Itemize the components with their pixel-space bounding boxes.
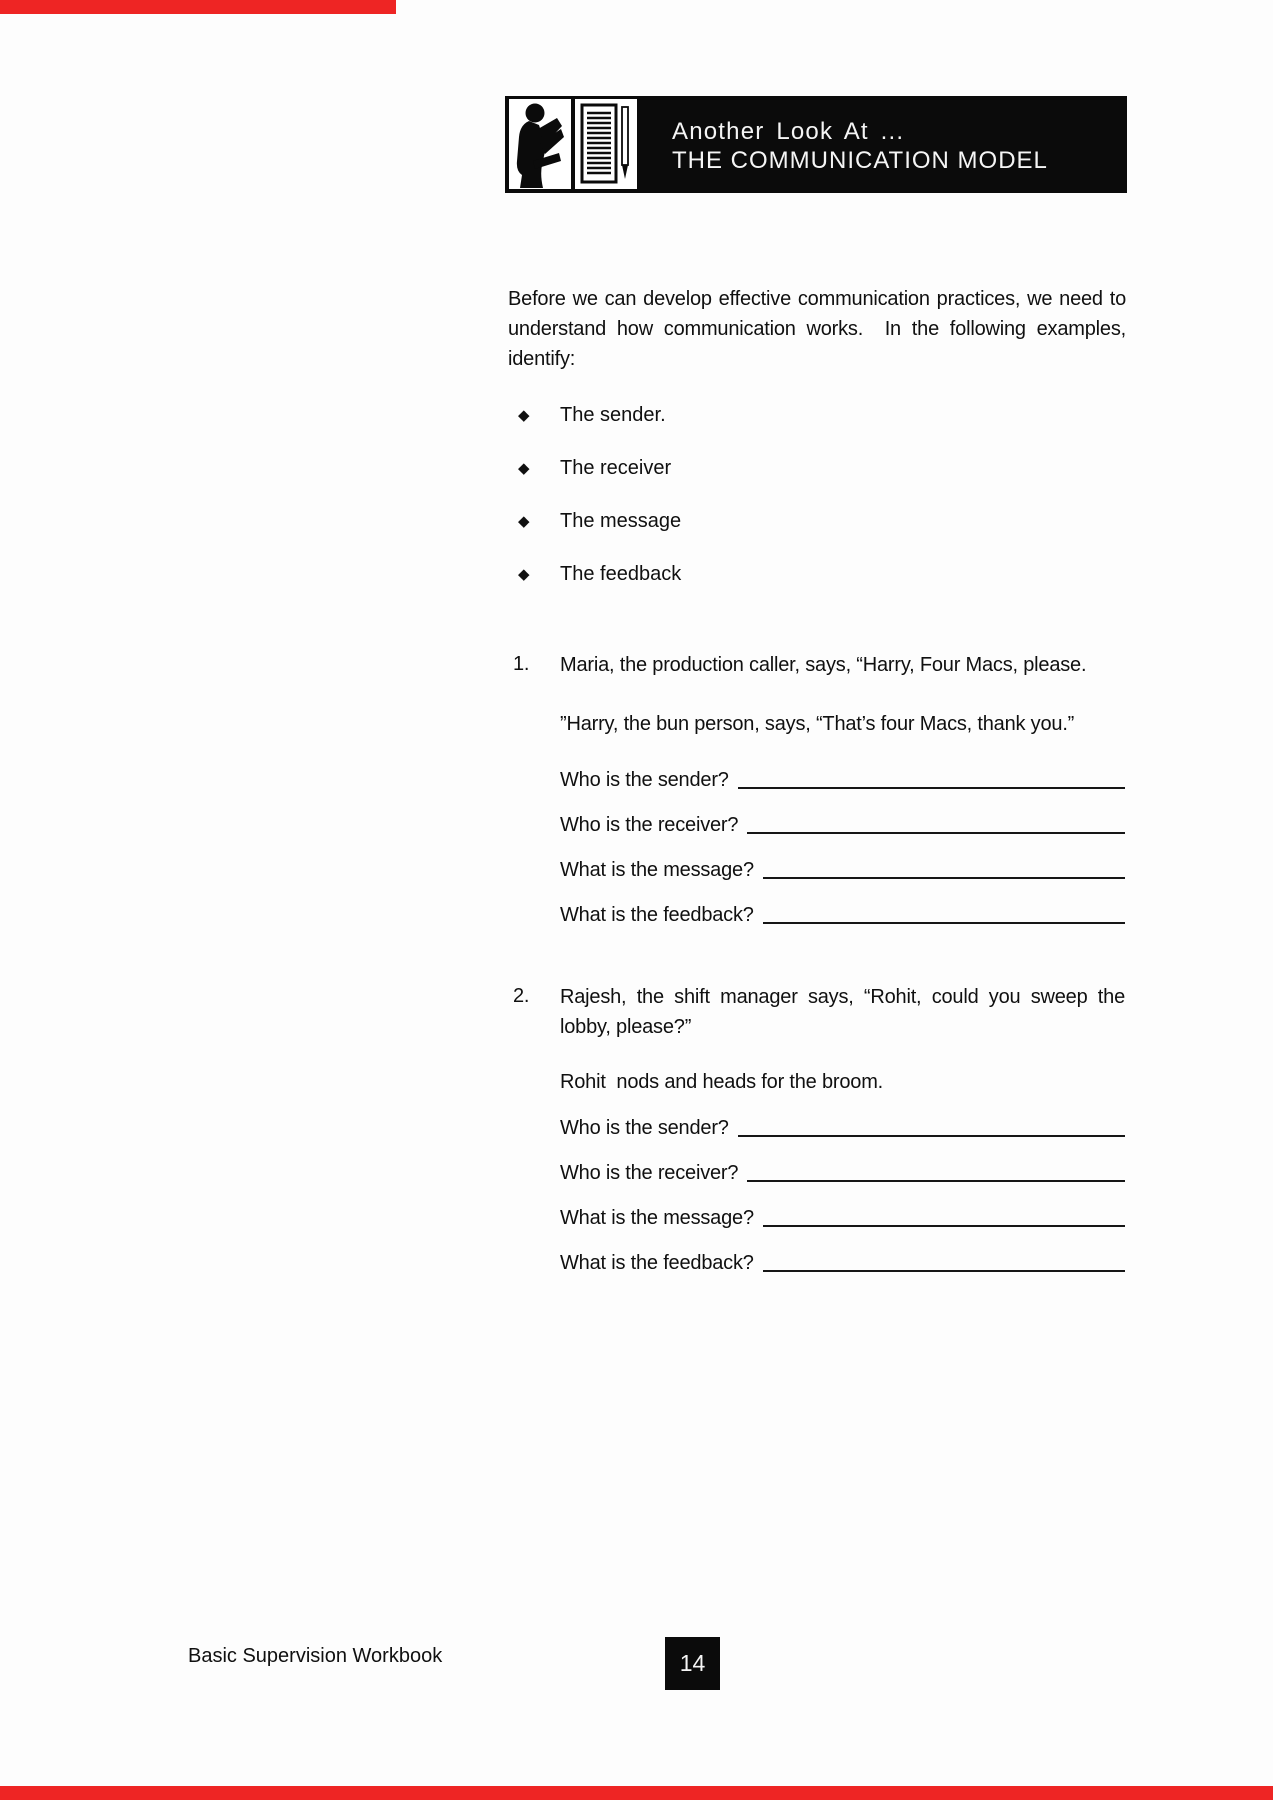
intro-line: Before we can develop effective communication practices, we need to [508,288,1126,310]
question-row [560,898,1125,928]
question-label: What is the message? [560,1207,754,1229]
banner-title-line2: THE COMMUNICATION MODEL [672,147,1048,174]
intro-paragraph [508,284,1126,374]
answer-blank [763,1252,1125,1272]
diamond-bullet-icon: ◆ [518,459,530,477]
scan-edge-strip-bottom [0,1786,1273,1800]
question-label: Who is the receiver? [560,1162,739,1184]
diamond-bullet-icon: ◆ [518,565,530,583]
question-label: What is the feedback? [560,1252,754,1274]
list-item [508,453,1126,483]
answer-blank [763,1207,1125,1227]
footer-book-title: Basic Supervision Workbook [188,1645,443,1667]
bullet-label: The receiver [560,456,672,479]
question-row [560,853,1125,883]
question-label: What is the feedback? [560,904,754,926]
list-item [508,559,1126,589]
answer-blank [747,1162,1125,1182]
question-label: Who is the sender? [560,1117,729,1139]
exercise-prompt-line: Maria, the production caller, says, “Harry, Four Macs, please. [560,654,1087,676]
section-header-banner [505,96,1127,193]
question-row [560,1246,1125,1276]
exercise-prompt-line: Rajesh, the shift manager says, “Rohit, could you sweep the [560,986,1125,1008]
list-item [508,506,1126,536]
intro-line: identify: [508,348,576,370]
question-row [560,1156,1125,1186]
scan-edge-strip-top [0,0,396,14]
answer-blank [763,904,1125,924]
banner-title-line1: Another Look At ... [672,118,905,145]
question-label: Who is the receiver? [560,814,739,836]
question-label: What is the message? [560,859,754,881]
notepad-and-pencil-icon [575,99,637,189]
bullet-label: The message [560,509,682,532]
bullet-label: The feedback [560,562,682,585]
exercise-number: 2. [513,985,530,1007]
question-label: Who is the sender? [560,769,729,791]
answer-blank [738,1117,1125,1137]
question-row [560,1111,1125,1141]
diamond-bullet-icon: ◆ [518,512,530,530]
answer-blank [747,814,1125,834]
answer-blank [738,769,1125,789]
exercise-prompt-line: Rohit nods and heads for the broom. [560,1071,884,1093]
page-number-badge [665,1637,720,1690]
question-list [560,763,1125,928]
exercise-number: 1. [513,653,530,675]
identify-bullet-list [508,400,1126,612]
page-number: 14 [679,1650,706,1676]
intro-line: understand how communication works. In the following examples, [508,318,1126,340]
exercise-prompt-line: ”Harry, the bun person, says, “That’s four Macs, thank you.” [560,713,1075,735]
exercise-prompt-line: lobby, please?” [560,1016,692,1038]
exercise-2 [513,982,1125,1276]
answer-blank [763,859,1125,879]
question-row [560,1201,1125,1231]
list-item [508,400,1126,430]
person-reading-icon [509,99,571,189]
exercise-1 [513,650,1125,928]
question-row [560,763,1125,793]
question-row [560,808,1125,838]
bullet-label: The sender. [560,403,666,426]
question-list [560,1111,1125,1276]
diamond-bullet-icon: ◆ [518,406,530,424]
